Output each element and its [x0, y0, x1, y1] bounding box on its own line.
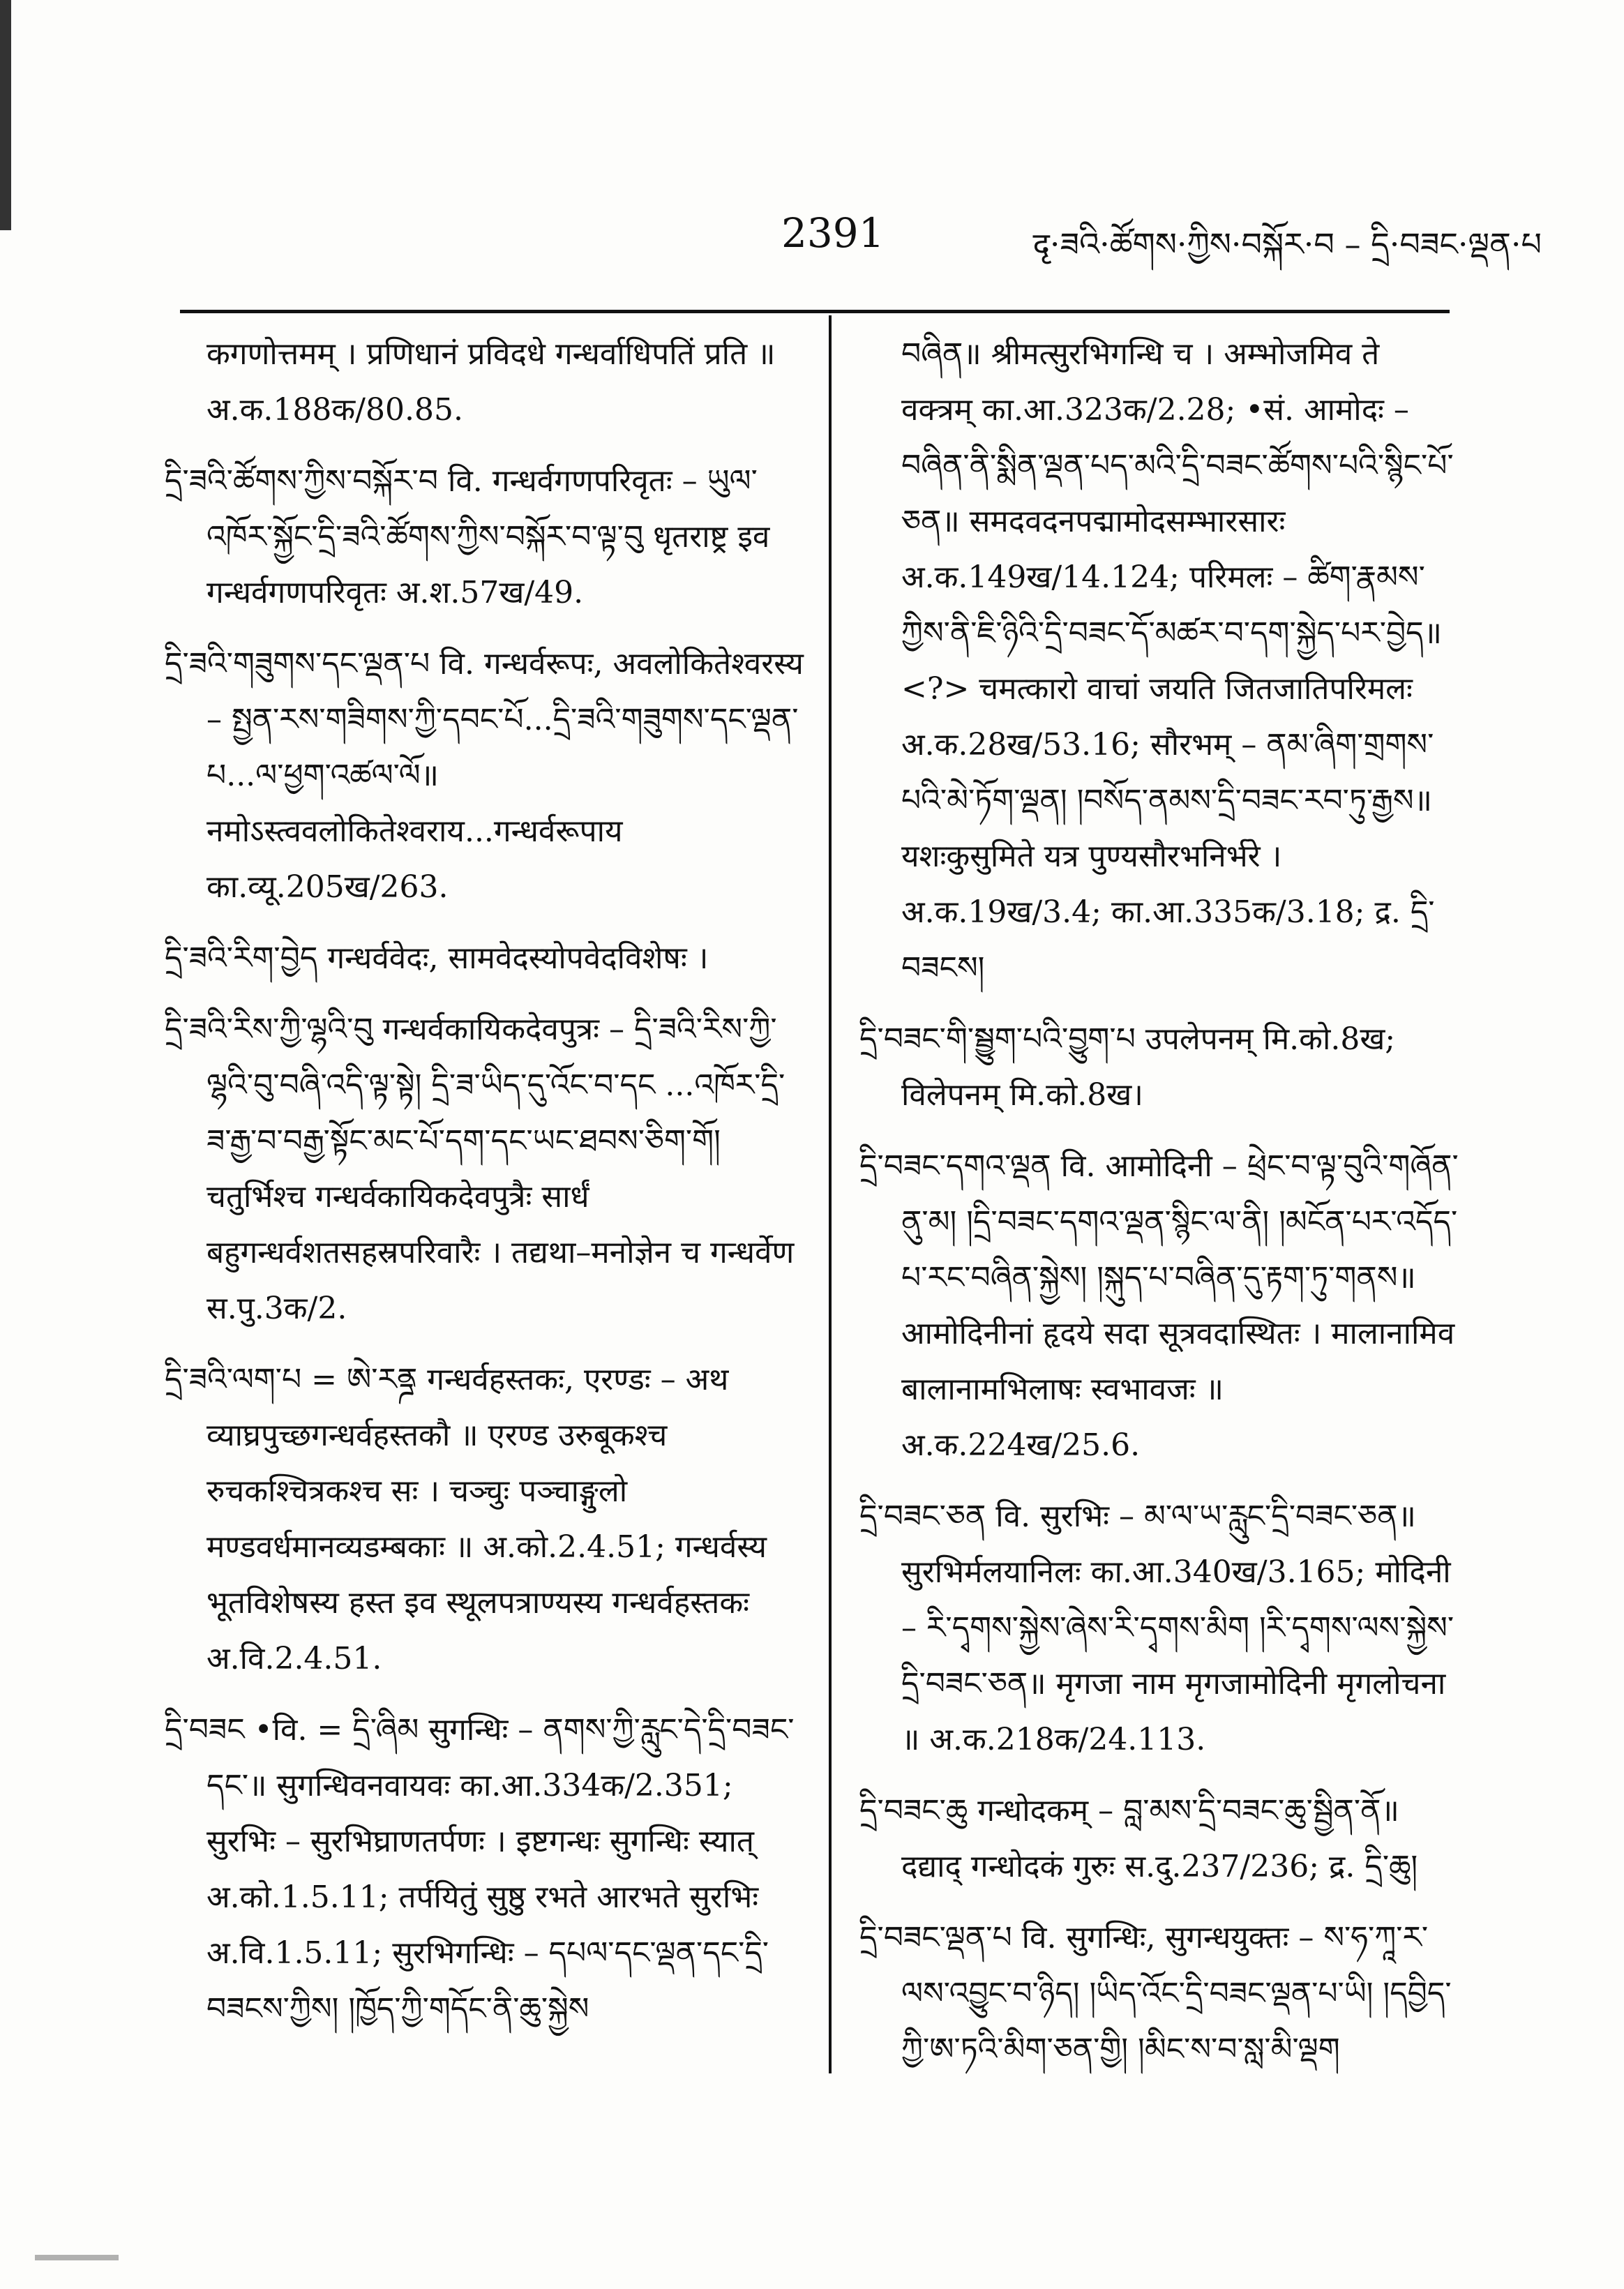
left-column: [165, 327, 806, 2052]
entry: དྲི་བཟང་ཅན वि. सुरभिः – མ་ལ་ཡ་རླུང་དྲི་བཟང་ཅན॥ सुरभिर्मलयानिलः का.आ.340ख/3.165; मोदिनी – རི་དྭགས་སྐྱེས་ཞེས་རི་དྭགས་མིག །རི་དྭགས་ལས་སྐྱེས་དྲི་བཟང་ཅན॥ मृगजा नाम मृगजामोदिनी मृगलोचना ॥ अ.क.218क/24.113.: [859, 1499, 1454, 1757]
entry: དྲི་ཟའི་ལག་པ = ཨེ་རནྜ गन्धर्वहस्तकः, एरण्डः – अथ व्याघ्रपुच्छगन्धर्वहस्तकौ ॥ एरण्ड उरुबूकश्च रुचकश्चित्रकश्च सः । चञ्चुः पञ्चाङ्गुलो मण्डवर्धमानव्यडम्बकाः ॥ अ.को.2.4.51; गन्धर्वस्य भूतविशेषस्य हस्त इव स्थूलपत्राण्यस्य गन्धर्वहस्तकः अ.वि.2.4.51.: [165, 1362, 767, 1676]
header-rule: [180, 310, 1450, 313]
scan-edge-mark: [0, 0, 11, 230]
entry: བཞིན॥ श्रीमत्सुरभिगन्धि च । अम्भोजमिव ते वक्त्रम् का.आ.323क/2.28; •सं. आमोदः – བཞིན་ནི་སྨིན་ལྡན་པད་མའི་དྲི་བཟང་ཚོགས་པའི་སྙིང་པོ་ཅན॥ समदवदनपद्मामोदसम्भारसारः अ.क.149ख/14.124; परिमलः – ཚིག་རྣམས་ཀྱིས་ནི་ཇི་ཉིའི་དྲི་བཟང་དོ་མཚར་བ་དག་སྐྱེད་པར་བྱེད॥ <?> चमत्कारो वाचां जयति जितजातिपरिमलः अ.क.28ख/53.16; सौरभम् – ནམ་ཞིག་གྲགས་པའི་མེ་ཏོག་ལྡན། །བསོད་ནམས་དྲི་བཟང་རབ་ཏུ་རྒྱས॥ यशःकुसुमिते यत्र पुण्यसौरभनिर्भरे । अ.क.19ख/3.4; का.आ.335क/3.18; द्र. དྲི་བཟངས།: [901, 336, 1454, 986]
entry: དྲི་ཟའི་ཚོགས་ཀྱིས་བསྐོར་བ वि. गन्धर्वगणपरिवृतः – ཡུལ་འཁོར་སྐྱོང་དྲི་ཟའི་ཚོགས་ཀྱིས་བསྐོར་བ་ལྟ་བུ धृतराष्ट्र इव गन्धर्वगणपरिवृतः अ.श.57ख/49.: [165, 463, 770, 610]
entry: कगणोत्तमम् । प्रणिधानं प्रविदधे गन्धर्वाधिपतिं प्रति ॥ अ.क.188क/80.85.: [206, 336, 776, 428]
scan-smudge: [35, 2255, 119, 2260]
running-head: दृ·ཟའི·ཚོགས·ཀྱིས·བསྐོར·བ – དྲི·བཟང·ལྡན·པ: [1032, 225, 1542, 263]
entry: དྲི་བཟང་དགའ་ལྡན वि. आमोदिनी – ཕྲེང་བ་ལྟ་བུའི་གཞོན་ནུ་མ། །དྲི་བཟང་དགའ་ལྡན་སྙིང་ལ་ནི། །མངོན་པར་འདོད་པ་རང་བཞིན་སྐྱེས། །སྐུད་པ་བཞིན་དུ་རྟག་ཏུ་གནས॥ आमोदिनीनां हृदये सदा सूत्रवदास्थितः । मालानामिव बालानामभिलाषः स्वभावजः ॥ अ.क.224ख/25.6.: [859, 1148, 1459, 1463]
entry: དྲི་བཟང •वि. = དྲི་ཞིམ सुगन्धिः – ནགས་ཀྱི་རླུང་དེ་དྲི་བཟང་དང་॥ सुगन्धिवनवायवः का.आ.334क/2.351; सुरभिः – सुरभिघ्राणतर्पणः । इष्टगन्धः सुगन्धिः स्यात् अ.को.1.5.11; तर्पयितुं सुष्ठु रभते आरभते सुरभिः अ.वि.1.5.11; सुरभिगन्धिः – དཔལ་དང་ལྡན་དང་དྲི་བཟངས་ཀྱིས། །ཁྱོད་ཀྱི་གདོང་ནི་ཆུ་སྐྱེས: [165, 1712, 795, 2027]
entry: དྲི་བཟང་ཆུ गन्धोदकम् – བླ་མས་དྲི་བཟང་ཆུ་སྦྱིན་ནོ॥ दद्याद् गन्धोदकं गुरुः स.दु.237/236; द्र. དྲི་ཆུ།: [859, 1793, 1418, 1884]
column-divider: [829, 315, 832, 2073]
entry: དྲི་ཟའི་རིག་བྱེད गन्धर्ववेदः, सामवेदस्योपवेदविशेषः ।: [165, 940, 709, 976]
entry: དྲི་ཟའི་རིས་ཀྱི་ལྷའི་བུ गन्धर्वकायिकदेवपुत्रः – དྲི་ཟའི་རིས་ཀྱི་ལྷའི་བུ་བཞི་འདི་ལྟ་སྟེ། དྲི་ཟ་ཡིད་དུ་འོང་བ་དང ...འཁོར་དྲི་ཟ་རྒྱ་བ་བརྒྱ་སྟོང་མང་པོ་དག་དང་ཡང་ཐབས་ཅིག་གོ། चतुर्भिश्च गन्धर्वकायिकदेवपुत्रैः सार्धं बहुगन्धर्वशतसहस्रपरिवारैः । तद्यथा–मनोज्ञेन च गन्धर्वेण स.पु.3क/2.: [165, 1012, 795, 1326]
entry: དྲི་བཟང་གི་སྦྱུག་པའི་བྱུག་པ उपलेपनम् मि.को.8ख; विलेपनम् मि.को.8ख।: [859, 1021, 1396, 1113]
page-number: 2391: [781, 209, 885, 257]
entry: དྲི་ཟའི་གཟུགས་དང་ལྡན་པ वि. गन्धर्वरूपः, अवलोकितेश्वरस्य – སྤྱན་རས་གཟིགས་ཀྱི་དབང་པོ...དྲི་ཟའི་གཟུགས་དང་ལྡན་པ...ལ་ཕྱག་འཚལ་ལོ॥ नमोऽस्त्ववलोकितेश्वराय...गन्धर्वरूपाय का.व्यू.205ख/263.: [165, 646, 804, 905]
right-column: [859, 327, 1459, 2093]
entry: དྲི་བཟང་ལྡན་པ वि. सुगन्धिः, सुगन्धयुक्तः – ས་ཧ་ཀཱ་ར་ལས་འབྱུང་བ་ཉིད། །ཡིད་འོང་དྲི་བཟང་ལྡན་པ་ཡི། །དབྱིད་ཀྱི་ཨ་ཏའི་མིག་ཅན་གྱི། །མིང་ས་བ་སླ་མི་ལྡག: [859, 1920, 1452, 2067]
